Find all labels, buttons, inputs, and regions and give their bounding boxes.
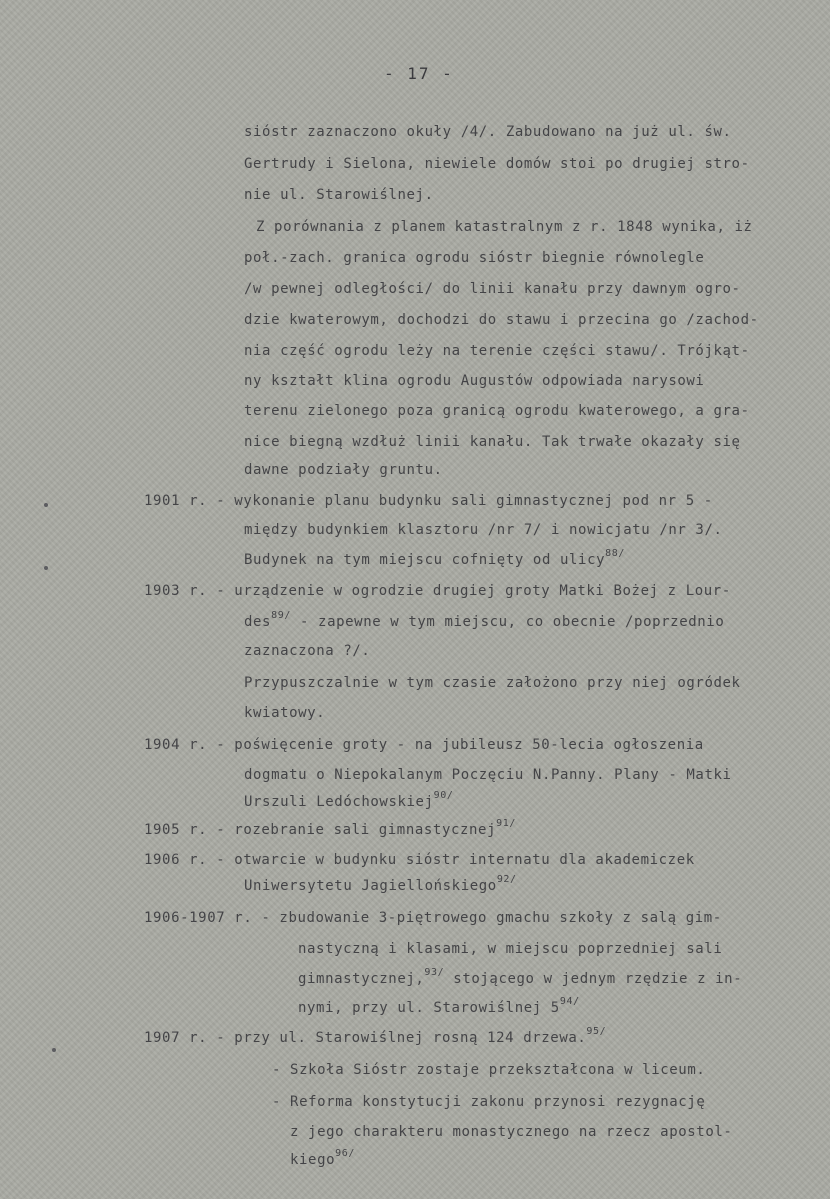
punch-hole-mark <box>44 503 48 507</box>
text-line: nice biegną wzdłuż linii kanału. Tak trwałe okazały się <box>244 434 741 450</box>
chronology-entry-1907: 1907 r. - przy ul. Starowiślnej rosną 124 drzewa.$^{95/}$ <box>144 1026 607 1046</box>
text-line: Urszuli Ledóchowskiej$^{90/}$ <box>244 790 454 810</box>
footnote-ref: 91/ <box>496 818 516 829</box>
text-line: Z porównania z planem katastralnym z r. 1848 wynika, iż <box>256 219 753 235</box>
chronology-entry-1904: 1904 r. - poświęcenie groty - na jubileusz 50-lecia ogłoszenia <box>144 737 704 753</box>
text-line: kiego$^{96/}$ <box>290 1148 356 1168</box>
text-line: z jego charakteru monastycznego na rzecz apostol- <box>290 1124 733 1140</box>
text-line: gimnastycznej,$^{93/}$ stojącego w jednym rzędzie z in- <box>298 967 743 987</box>
punch-hole-mark <box>52 1048 56 1052</box>
footnote-ref: 92/ <box>496 874 517 885</box>
chronology-entry-1901: 1901 r. - wykonanie planu budynku sali gimnastycznej pod nr 5 - <box>144 493 713 509</box>
footnote-ref: 95/ <box>586 1026 607 1037</box>
text-line: nymi, przy ul. Starowiślnej $5^{94/}$ <box>298 996 580 1016</box>
text-line: nia część ogrodu leży na terenie części stawu/. Trójkąt- <box>244 343 750 359</box>
footnote-ref: 96/ <box>335 1148 356 1159</box>
text-line: nie ul. Starowiślnej. <box>244 187 434 203</box>
text-line: kwiatowy. <box>244 705 326 721</box>
chronology-entry-1906-1907: 1906-1907 r. - zbudowanie 3-piętrowego gmachu szkoły z salą gim- <box>144 910 722 926</box>
chronology-entry-1905: 1905 r. - rozebranie sali gimnastycznej$^{91/}$ <box>144 818 516 838</box>
footnote-ref: 93/ <box>424 967 445 978</box>
footnote-ref: 89/ <box>271 610 291 621</box>
text-line: dawne podziały gruntu. <box>244 462 443 478</box>
chronology-entry-1903: 1903 r. - urządzenie w ogrodzie drugiej groty Matki Bożej z Lour- <box>144 583 731 599</box>
text-line: sióstr zaznaczono okuły /4/. Zabudowano na już ul. św. <box>244 124 732 140</box>
text-line: - Reforma konstytucji zakonu przynosi rezygnację <box>272 1094 706 1110</box>
chronology-entry-1906: 1906 r. - otwarcie w budynku sióstr internatu dla akademiczek <box>144 852 695 868</box>
text-line: - Szkoła Sióstr zostaje przekształcona w liceum. <box>272 1062 706 1078</box>
text-line: Przypuszczalnie w tym czasie założono przy niej ogródek <box>244 675 741 691</box>
text-line: dzie kwaterowym, dochodzi do stawu i przecina go /zachod- <box>244 312 759 328</box>
text-line: między budynkiem klasztoru /nr 7/ i nowicjatu /nr 3/. <box>244 522 723 538</box>
text-line: ny kształt klina ogrodu Augustów odpowiada narysowi <box>244 373 705 389</box>
text-line: des$^{89/}$ - zapewne w tym miejscu, co obecnie /poprzednio <box>244 610 725 630</box>
punch-hole-mark <box>44 566 48 570</box>
text-line: /w pewnej odległości/ do linii kanału przy dawnym ogro- <box>244 281 741 297</box>
text-line: dogmatu o Niepokalanym Poczęciu N.Panny. Plany - Matki <box>244 767 732 783</box>
text-line: poł.-zach. granica ogrodu sióstr biegnie równolegle <box>244 250 705 266</box>
text-line: nastyczną i klasami, w miejscu poprzedniej sali <box>298 941 723 957</box>
text-line: Gertrudy i Sielona, niewiele domów stoi po drugiej stro- <box>244 156 750 172</box>
text-line: Uniwersytetu Jagiellońskiego$^{92/}$ <box>244 874 517 894</box>
footnote-ref: 88/ <box>605 548 626 559</box>
text-line: Budynek na tym miejscu cofnięty od ulicy$^{88/}$ <box>244 548 626 568</box>
footnote-ref: 94/ <box>559 996 580 1007</box>
page-number: - 17 - <box>384 64 454 83</box>
footnote-ref: 90/ <box>433 790 454 801</box>
text-line: terenu zielonego poza granicą ogrodu kwaterowego, a gra- <box>244 403 750 419</box>
text-line: zaznaczona ?/. <box>244 643 371 659</box>
